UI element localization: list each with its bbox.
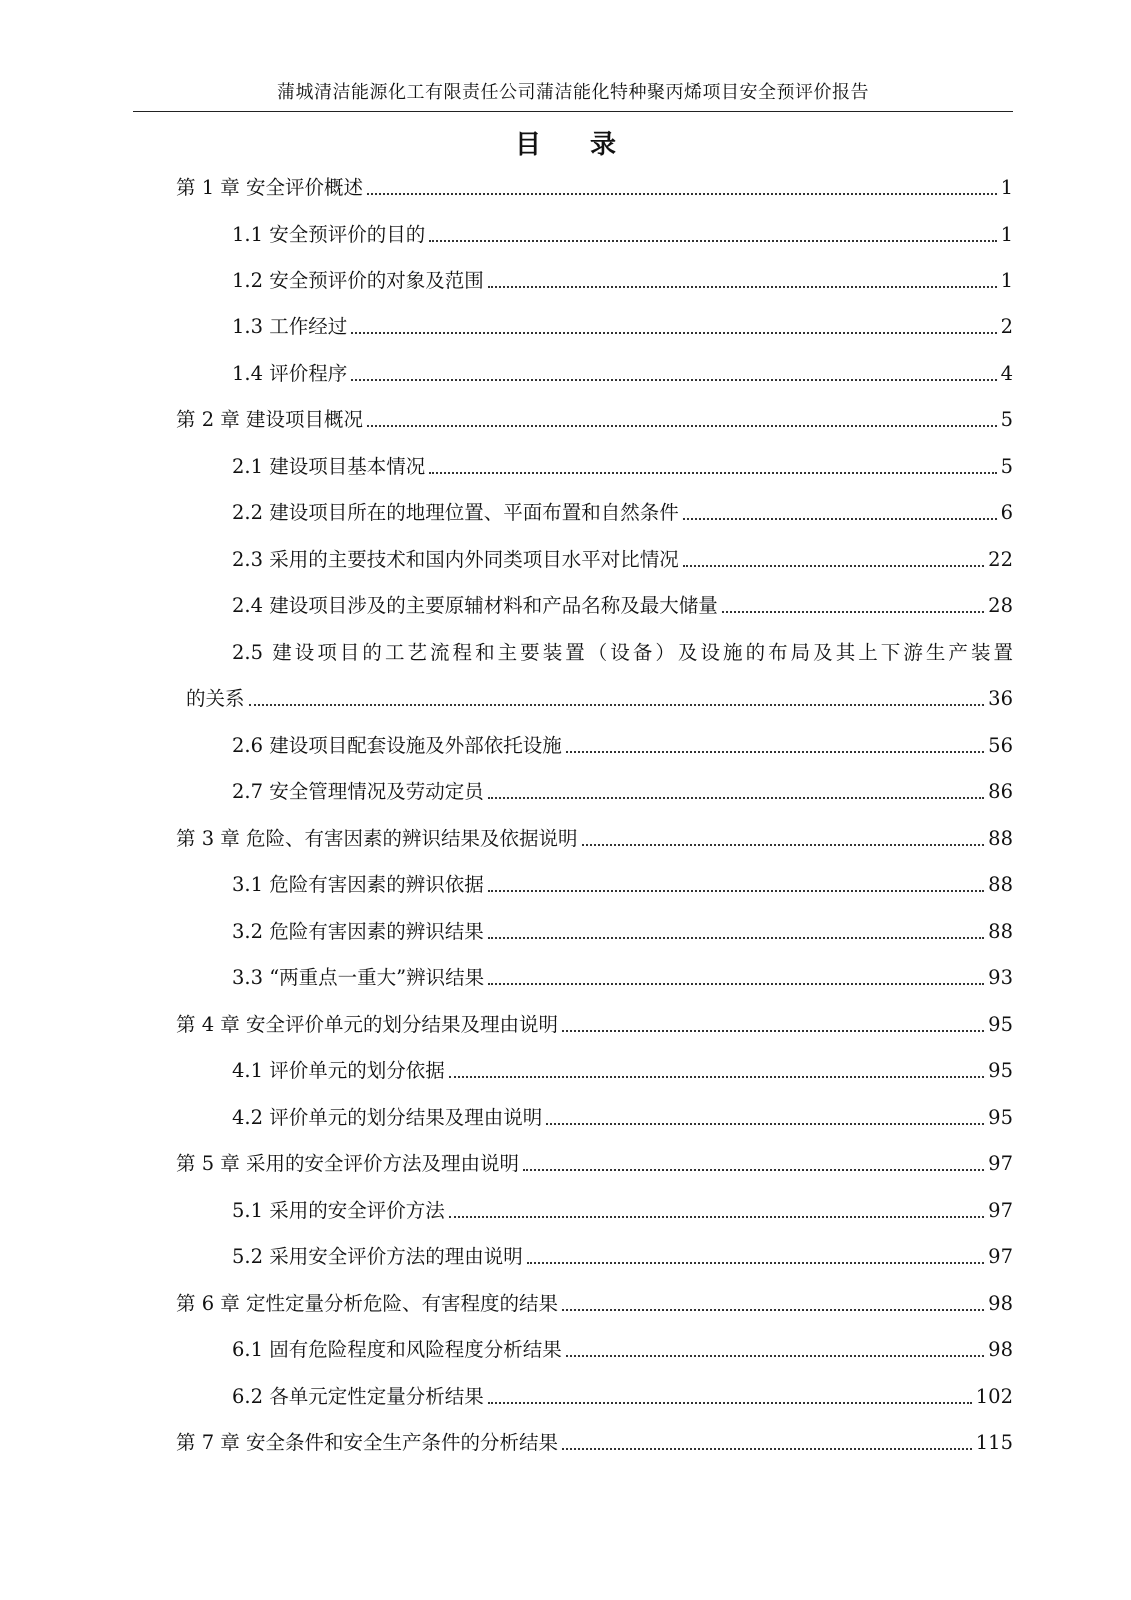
toc-entry-page: 97 bbox=[988, 1245, 1013, 1268]
toc-entry-chapter-7[interactable] bbox=[176, 1429, 1013, 1457]
toc-entry-label: 6.2 各单元定性定量分析结果 bbox=[232, 1385, 484, 1408]
toc-entry-label: 1.4 评价程序 bbox=[232, 362, 348, 385]
dot-leader bbox=[527, 1262, 984, 1264]
toc-entry-label: 2.6 建设项目配套设施及外部依托设施 bbox=[232, 734, 562, 757]
toc-entry-page: 88 bbox=[988, 827, 1013, 850]
toc-entry-page: 5 bbox=[1000, 455, 1013, 478]
toc-entry-label: 1.2 安全预评价的对象及范围 bbox=[232, 269, 484, 292]
toc-entry-page: 4 bbox=[1000, 362, 1013, 385]
toc-entry-4-2[interactable] bbox=[232, 1104, 1013, 1132]
toc-entry-label: 3.2 危险有害因素的辨识结果 bbox=[232, 920, 484, 943]
dot-leader bbox=[562, 1030, 984, 1032]
toc-entry-page: 98 bbox=[988, 1292, 1013, 1315]
toc-entry-2-7[interactable] bbox=[232, 778, 1013, 806]
toc-entry-label: 第 1 章 安全评价概述 bbox=[176, 176, 364, 199]
dot-leader bbox=[449, 1216, 984, 1218]
toc-entry-page: 28 bbox=[988, 594, 1013, 617]
dot-leader bbox=[367, 193, 997, 195]
toc-entry-label: 4.1 评价单元的划分依据 bbox=[232, 1059, 445, 1082]
toc-entry-2-3[interactable] bbox=[232, 546, 1013, 574]
toc-entry-label: 第 6 章 定性定量分析危险、有害程度的结果 bbox=[176, 1292, 559, 1315]
toc-entry-label: 第 7 章 安全条件和安全生产条件的分析结果 bbox=[176, 1431, 559, 1454]
toc-entry-page: 1 bbox=[1000, 176, 1013, 199]
toc-entry-chapter-4[interactable] bbox=[176, 1011, 1013, 1039]
dot-leader bbox=[351, 379, 996, 381]
toc-entry-1-2[interactable] bbox=[232, 267, 1013, 295]
toc-entry-5-2[interactable] bbox=[232, 1243, 1013, 1271]
toc-entry-label: 6.1 固有危险程度和风险程度分析结果 bbox=[232, 1338, 562, 1361]
toc-entry-3-2[interactable] bbox=[232, 918, 1013, 946]
toc-entry-4-1[interactable] bbox=[232, 1057, 1013, 1085]
dot-leader bbox=[429, 472, 996, 474]
toc-entry-page: 95 bbox=[988, 1059, 1013, 1082]
toc-entry-label: 3.1 危险有害因素的辨识依据 bbox=[232, 873, 484, 896]
toc-entry-page: 5 bbox=[1000, 408, 1013, 431]
toc-entry-page: 56 bbox=[988, 734, 1013, 757]
toc-entry-chapter-6[interactable] bbox=[176, 1290, 1013, 1318]
toc-entry-1-4[interactable] bbox=[232, 360, 1013, 388]
toc-entry-2-1[interactable] bbox=[232, 453, 1013, 481]
toc-entry-chapter-3[interactable] bbox=[176, 825, 1013, 853]
dot-leader bbox=[449, 1076, 984, 1078]
dot-leader bbox=[488, 797, 984, 799]
dot-leader bbox=[566, 1355, 984, 1357]
toc-entry-page: 95 bbox=[988, 1106, 1013, 1129]
dot-leader bbox=[562, 1309, 984, 1311]
toc-entry-chapter-2[interactable] bbox=[176, 406, 1013, 434]
toc-entry-label: 3.3 “两重点一重大”辨识结果 bbox=[232, 966, 485, 989]
toc-entry-3-3[interactable] bbox=[232, 964, 1013, 992]
toc-entry-label: 2.1 建设项目基本情况 bbox=[232, 455, 426, 478]
toc-entry-page: 95 bbox=[988, 1013, 1013, 1036]
dot-leader bbox=[722, 611, 984, 613]
dot-leader bbox=[523, 1169, 984, 1171]
dot-leader bbox=[683, 518, 997, 520]
toc-entry-label: 5.2 采用安全评价方法的理由说明 bbox=[232, 1245, 523, 1268]
dot-leader bbox=[683, 565, 984, 567]
dot-leader bbox=[429, 240, 996, 242]
toc-entry-page: 86 bbox=[988, 780, 1013, 803]
toc-entry-page: 93 bbox=[988, 966, 1013, 989]
toc-entry-label: 2.2 建设项目所在的地理位置、平面布置和自然条件 bbox=[232, 501, 679, 524]
dot-leader bbox=[351, 332, 996, 334]
toc-entry-label: 2.7 安全管理情况及劳动定员 bbox=[232, 780, 484, 803]
running-header: 蒲城清洁能源化工有限责任公司蒲洁能化特种聚丙烯项目安全预评价报告 bbox=[277, 82, 869, 103]
toc-entry-6-1[interactable] bbox=[232, 1336, 1013, 1364]
toc-entry-page: 6 bbox=[1000, 501, 1013, 524]
toc-entry-1-3[interactable] bbox=[232, 313, 1013, 341]
dot-leader bbox=[488, 983, 984, 985]
toc-entry-2-6[interactable] bbox=[232, 732, 1013, 760]
toc-entry-label: 4.2 评价单元的划分结果及理由说明 bbox=[232, 1106, 543, 1129]
toc-entry-page: 88 bbox=[988, 920, 1013, 943]
toc-entry-label: 2.3 采用的主要技术和国内外同类项目水平对比情况 bbox=[232, 548, 679, 571]
dot-leader bbox=[488, 890, 984, 892]
toc-entry-page: 36 bbox=[988, 687, 1013, 710]
dot-leader bbox=[249, 704, 985, 706]
toc-entry-page: 115 bbox=[975, 1431, 1013, 1454]
toc-entry-3-1[interactable] bbox=[232, 871, 1013, 899]
toc-entry-page: 22 bbox=[988, 548, 1013, 571]
toc-entry-chapter-1[interactable] bbox=[176, 174, 1013, 202]
toc-entry-page: 97 bbox=[988, 1152, 1013, 1175]
toc-entry-1-1[interactable] bbox=[232, 221, 1013, 249]
toc-entry-label: 2.4 建设项目涉及的主要原辅材料和产品名称及最大储量 bbox=[232, 594, 718, 617]
toc-entry-2-2[interactable] bbox=[232, 499, 1013, 527]
toc-entry-label: 第 2 章 建设项目概况 bbox=[176, 408, 364, 431]
toc-entry-page: 88 bbox=[988, 873, 1013, 896]
toc-entry-label: 1.1 安全预评价的目的 bbox=[232, 223, 426, 246]
toc-entry-page: 98 bbox=[988, 1338, 1013, 1361]
toc-entry-label: 的关系 bbox=[186, 687, 245, 710]
toc-entry-6-2[interactable] bbox=[232, 1383, 1013, 1411]
toc-entry-label: 1.3 工作经过 bbox=[232, 315, 348, 338]
toc-entry-page: 2 bbox=[1000, 315, 1013, 338]
toc-entry-2-5-line1[interactable]: 2.5 建设项目的工艺流程和主要装置（设备）及设施的布局及其上下游生产装置 bbox=[232, 641, 1013, 664]
toc-entry-chapter-5[interactable] bbox=[176, 1150, 1013, 1178]
toc-entry-label: 第 4 章 安全评价单元的划分结果及理由说明 bbox=[176, 1013, 559, 1036]
dot-leader bbox=[546, 1123, 984, 1125]
dot-leader bbox=[562, 1448, 972, 1450]
dot-leader bbox=[582, 844, 985, 846]
toc-entry-2-5[interactable] bbox=[186, 685, 1013, 713]
toc-entry-label: 第 3 章 危险、有害因素的辨识结果及依据说明 bbox=[176, 827, 578, 850]
toc-entry-page: 97 bbox=[988, 1199, 1013, 1222]
toc-entry-label: 第 5 章 采用的安全评价方法及理由说明 bbox=[176, 1152, 520, 1175]
toc-entry-page: 1 bbox=[1000, 269, 1013, 292]
dot-leader bbox=[566, 751, 984, 753]
dot-leader bbox=[488, 1402, 972, 1404]
dot-leader bbox=[367, 425, 997, 427]
toc-entry-5-1[interactable] bbox=[232, 1197, 1013, 1225]
toc-entry-page: 1 bbox=[1000, 223, 1013, 246]
toc-title: 目 录 bbox=[514, 130, 637, 160]
toc-entry-label: 5.1 采用的安全评价方法 bbox=[232, 1199, 445, 1222]
toc-entry-2-4[interactable] bbox=[232, 592, 1013, 620]
dot-leader bbox=[488, 286, 997, 288]
toc-entry-page: 102 bbox=[975, 1385, 1013, 1408]
dot-leader bbox=[488, 937, 984, 939]
